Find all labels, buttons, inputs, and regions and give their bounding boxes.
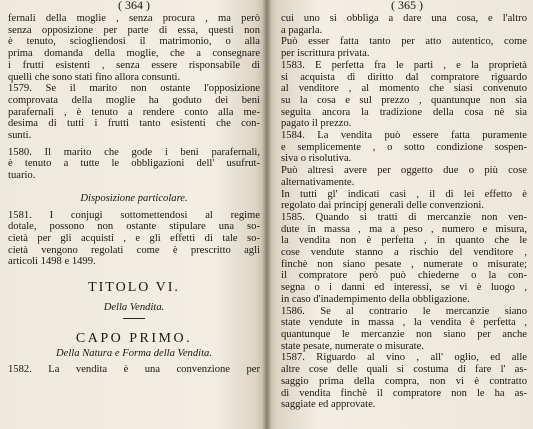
right-paragraphs [281, 13, 527, 411]
text-line: comprovata della moglie ha goduto dei beni [8, 94, 260, 106]
text-line: si acquista di diritto dal compratore riguardo [281, 71, 527, 83]
text-line: di vendita finchè il compratore non le ha as- [281, 387, 527, 399]
text-line: cietà vengono regolati come è prescritto agli [8, 244, 260, 256]
text-line: dotale, possono non ostante stipulare una so- [8, 221, 260, 233]
text-line: e semplicemente , o sotto condizione sospen- [281, 141, 527, 153]
text-line: 1579. Se il marito non ostante l'opposizione [8, 83, 260, 95]
text-line: In tutti gl' indicati casi , il di lei effetto è [281, 188, 527, 200]
text-line: senza opposizione per parte di essa, questi non [8, 24, 260, 36]
text-line: pagato il prezzo. [281, 118, 352, 130]
text-line: fernali della moglie , senza procura , ma però [8, 13, 260, 24]
text-line: cui uno si obbliga a dare una cosa, e l'altro [281, 13, 527, 24]
text-line: Può altresì avere per oggetto due o più cose [281, 165, 527, 177]
page-number: ( 365 ) [391, 0, 423, 12]
page-number: ( 364 ) [118, 0, 150, 12]
text-line: cietà per gli acquisti , e gli effetti di tale so- [8, 232, 260, 244]
text-line: saggiate ed approvate. [281, 399, 376, 411]
section-heading: Disposizione particolare. [80, 192, 188, 204]
chapter-heading: CAPO PRIMO. [75, 330, 193, 346]
text-line: state pesate, numerate o misurate. [281, 340, 424, 352]
text-line: tuario. [8, 170, 36, 182]
left-page-text [8, 13, 260, 376]
text-line: finchè non siano pesate , numerate o misurate; [281, 258, 527, 270]
text-line: è tenuto, sciogliendosi il matrimonio, o alla [8, 36, 260, 48]
text-line: 1584. La vendita può essere fatta puramente [281, 130, 527, 142]
text-line: 1587. Riguardo al vino , all' oglio, ed alle [281, 352, 527, 364]
right-page [267, 0, 533, 429]
text-line: 1582. La vendita è una convenzione per [8, 364, 260, 376]
text-line: la vendita non è perfetta , in quanto che le [281, 235, 527, 247]
text-line: siva o risolutiva. [281, 153, 352, 165]
text-line: sunti. [8, 130, 32, 142]
left-paragraphs [8, 13, 260, 182]
text-line: cose vendute stanno a rischio del venditore , [281, 247, 527, 259]
text-line: seguita ancora la tradizione della cosa nè sia [281, 106, 527, 118]
text-line: quantunque le mercanzie non siano per anche [281, 328, 527, 340]
text-line: 1585. Quando si tratti di mercanzie non ven- [281, 211, 527, 223]
text-line: a pagarla. [281, 24, 323, 36]
title-subheading: Della Vendita. [103, 302, 165, 314]
text-line: i frutti esistenti , senza essere risponsabile di [8, 59, 260, 71]
text-line: segna o i danni ed interessi, se vi è luogo , [281, 282, 527, 294]
text-line: 1580. Il marito che gode i beni parafernali, [8, 146, 260, 158]
text-line: desima di tutti i frutti tanto esistenti che con- [8, 118, 260, 130]
text-line: alternativamente. [281, 176, 355, 188]
left-paragraphs-2 [8, 210, 260, 269]
text-line: saggio prima della compra, non vi è contratto [281, 375, 527, 387]
text-line: il compratore però può chiederne o la con- [281, 270, 527, 282]
text-line: al venditore , al momento che siasi convenuto [281, 83, 527, 95]
title-heading: TITOLO VI. [88, 280, 180, 296]
text-line: è tenuto a tutte le obbligazioni dell' usufrut- [8, 158, 260, 170]
text-line: 1586. Se al contrario le mercanzie siano [281, 305, 527, 317]
divider [123, 318, 145, 319]
left-page [0, 0, 266, 429]
text-line: dute in massa , ma a peso , numero e misura, [281, 223, 527, 235]
text-line: prima domanda della moglie, che a consegnare [8, 48, 260, 60]
text-line: per iscrittura privata. [281, 48, 370, 60]
text-line: in caso d'inadempimento della obbligazione. [281, 293, 470, 305]
text-line: altre cose delle quali si costuma di fare l' as- [281, 364, 527, 376]
text-line: 1583. È perfetta fra le parti , e la proprietà [281, 59, 527, 71]
text-line: Può esser fatta tanto per atto autentico, come [281, 36, 527, 48]
text-line: regolato dai principj generali delle convenzioni. [281, 200, 484, 212]
text-line: articoli 1498 e 1499. [8, 256, 96, 268]
right-page-text [281, 13, 527, 411]
text-line: su la cosa e sul prezzo , quantunque non sia [281, 94, 527, 106]
text-line: 1581. I conjugi sottomettendosi al regime [8, 209, 260, 221]
text-line: parafernali , è tenuto a rendere conto alla me- [8, 106, 260, 118]
text-line: quelli che sono stati fino allora consunti. [8, 71, 181, 83]
chapter-subheading: Della Natura e Forma della Vendita. [56, 347, 212, 359]
text-line: state vendute in massa , la vendita è perfetta , [281, 317, 527, 329]
